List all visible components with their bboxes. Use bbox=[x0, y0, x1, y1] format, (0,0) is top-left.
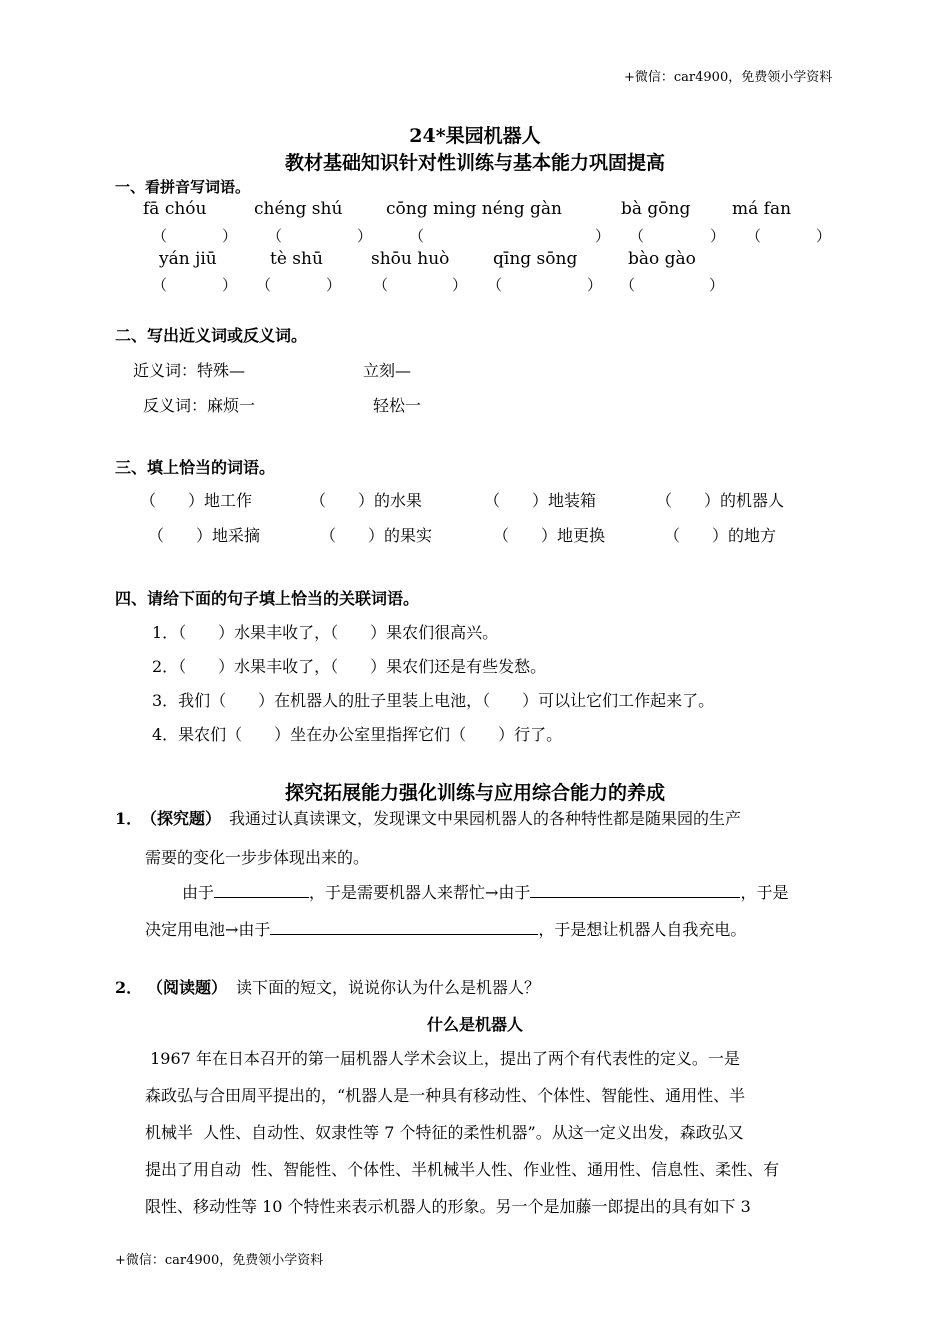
article-line-1: 1967 年在日本召开的第一届机器人学术会议上，提出了两个有代表性的定义。一是 bbox=[145, 1049, 740, 1068]
pinyin-9: qīng sōng bbox=[493, 249, 578, 269]
pinyin-7: tè shū bbox=[270, 249, 323, 269]
page-title: 24*果园机器人 bbox=[409, 125, 541, 147]
answer-open-10[interactable]: （ bbox=[620, 276, 636, 294]
q1-text-c: ，于是 bbox=[740, 883, 789, 902]
article-line-4: 提出了用自动 性、智能性、个体性、半机械半人性、作业性、通用性、信息性、柔性、有 bbox=[145, 1160, 780, 1179]
q1-line4 bbox=[145, 916, 746, 940]
footer-note: +微信：car4900，免费领小学资料 bbox=[115, 1253, 324, 1268]
pinyin-4: bà gōng bbox=[621, 199, 691, 219]
answer-close-10: ） bbox=[709, 276, 725, 294]
article-line-3: 机械半 人性、自动性、奴隶性等 7 个特征的柔性机器”。从这一定义出发，森政弘又 bbox=[145, 1123, 744, 1142]
answer-open-4[interactable]: （ bbox=[629, 227, 645, 245]
q1-text-b: ，于是需要机器人来帮忙→由于 bbox=[309, 883, 531, 902]
fill-word-2: （ ）的水果 bbox=[310, 491, 423, 510]
answer-open-2[interactable]: （ bbox=[267, 227, 283, 245]
answer-close-2: ） bbox=[357, 227, 373, 245]
pinyin-6: yán jiū bbox=[159, 249, 217, 269]
answer-close-9: ） bbox=[587, 276, 603, 294]
fill-word-8: （ ）的地方 bbox=[664, 526, 777, 545]
article-line-2: 森政弘与合田周平提出的，“机器人是一种具有移动性、个体性、智能性、通用性、半 bbox=[145, 1086, 746, 1105]
part2-title: 探究拓展能力强化训练与应用综合能力的养成 bbox=[284, 782, 665, 804]
fill-word-7: （ ）地更换 bbox=[493, 526, 606, 545]
q1-number: 1． bbox=[115, 809, 143, 828]
synonym-1: 近义词：特殊— bbox=[133, 361, 246, 380]
section3-heading: 三、填上恰当的词语。 bbox=[115, 458, 276, 477]
antonym-2: 轻松一 bbox=[373, 396, 422, 415]
q1-line1: 我通过认真读课文，发现课文中果园机器人的各种特性都是随果园的生产 bbox=[229, 809, 742, 828]
section1-heading: 一、看拼音写词语。 bbox=[115, 178, 251, 196]
answer-close-3: ） bbox=[595, 227, 611, 245]
q1-line2: 需要的变化一步步体现出来的。 bbox=[145, 848, 370, 867]
pinyin-5: má fan bbox=[732, 199, 792, 219]
answer-open-7[interactable]: （ bbox=[256, 276, 272, 294]
page-subtitle: 教材基础知识针对性训练与基本能力巩固提高 bbox=[284, 152, 665, 174]
pinyin-10: bào gào bbox=[628, 249, 696, 269]
q1-tag: （探究题） bbox=[141, 809, 222, 828]
fill-word-3: （ ）地装箱 bbox=[484, 491, 597, 510]
fill-word-5: （ ）地采摘 bbox=[148, 526, 261, 545]
answer-open-1[interactable]: （ bbox=[152, 227, 168, 245]
synonym-2: 立刻— bbox=[363, 361, 412, 380]
article-line-5: 限性、移动性等 10 个特性来表示机器人的形象。另一个是加藤一郎提出的具有如下 3 bbox=[145, 1197, 751, 1216]
header-note: +微信：car4900，免费领小学资料 bbox=[624, 70, 833, 85]
q1-text-a: 由于 bbox=[182, 883, 215, 902]
answer-close-6: ） bbox=[222, 276, 238, 294]
q1-blank-3[interactable] bbox=[270, 916, 538, 935]
q1-text-e: ，于是想让机器人自我充电。 bbox=[538, 920, 747, 939]
answer-open-3[interactable]: （ bbox=[409, 227, 425, 245]
q2-number: 2． bbox=[115, 978, 143, 997]
answer-close-5: ） bbox=[816, 227, 832, 245]
q1-blank-2[interactable] bbox=[530, 879, 740, 898]
conjunction-item-2: 2．（ ）水果丰收了，（ ）果农们还是有些发愁。 bbox=[152, 657, 547, 676]
fill-word-1: （ ）地工作 bbox=[140, 491, 253, 510]
q1-text-d: 决定用电池→由于 bbox=[145, 920, 271, 939]
conjunction-item-3: 3．我们（ ）在机器人的肚子里装上电池，（ ）可以让它们工作起来了。 bbox=[152, 691, 715, 710]
q1-blank-1[interactable] bbox=[214, 879, 309, 898]
answer-open-8[interactable]: （ bbox=[373, 276, 389, 294]
answer-close-7: ） bbox=[326, 276, 342, 294]
section4-heading: 四、请给下面的句子填上恰当的关联词语。 bbox=[115, 589, 420, 608]
q2-prompt: 读下面的短文，说说你认为什么是机器人？ bbox=[236, 978, 541, 997]
answer-open-5[interactable]: （ bbox=[746, 227, 762, 245]
conjunction-item-4: 4．果农们（ ）坐在办公室里指挥它们（ ）行了。 bbox=[152, 725, 563, 744]
pinyin-1: fā chóu bbox=[143, 199, 207, 219]
q1-line3 bbox=[182, 879, 788, 903]
answer-close-4: ） bbox=[710, 227, 726, 245]
q2-tag: （阅读题） bbox=[147, 978, 228, 997]
pinyin-8: shōu huò bbox=[371, 249, 450, 269]
section2-heading: 二、写出近义词或反义词。 bbox=[115, 326, 308, 345]
conjunction-item-1: 1．（ ）水果丰收了，（ ）果农们很高兴。 bbox=[152, 623, 499, 642]
fill-word-4: （ ）的机器人 bbox=[656, 491, 785, 510]
answer-open-9[interactable]: （ bbox=[487, 276, 503, 294]
antonym-1: 反义词：麻烦一 bbox=[143, 396, 256, 415]
answer-open-6[interactable]: （ bbox=[152, 276, 168, 294]
article-title: 什么是机器人 bbox=[426, 1015, 523, 1034]
pinyin-3: cōng ming néng gàn bbox=[386, 199, 562, 219]
answer-close-8: ） bbox=[452, 276, 468, 294]
fill-word-6: （ ）的果实 bbox=[320, 526, 433, 545]
answer-close-1: ） bbox=[222, 227, 238, 245]
pinyin-2: chéng shú bbox=[254, 199, 343, 219]
